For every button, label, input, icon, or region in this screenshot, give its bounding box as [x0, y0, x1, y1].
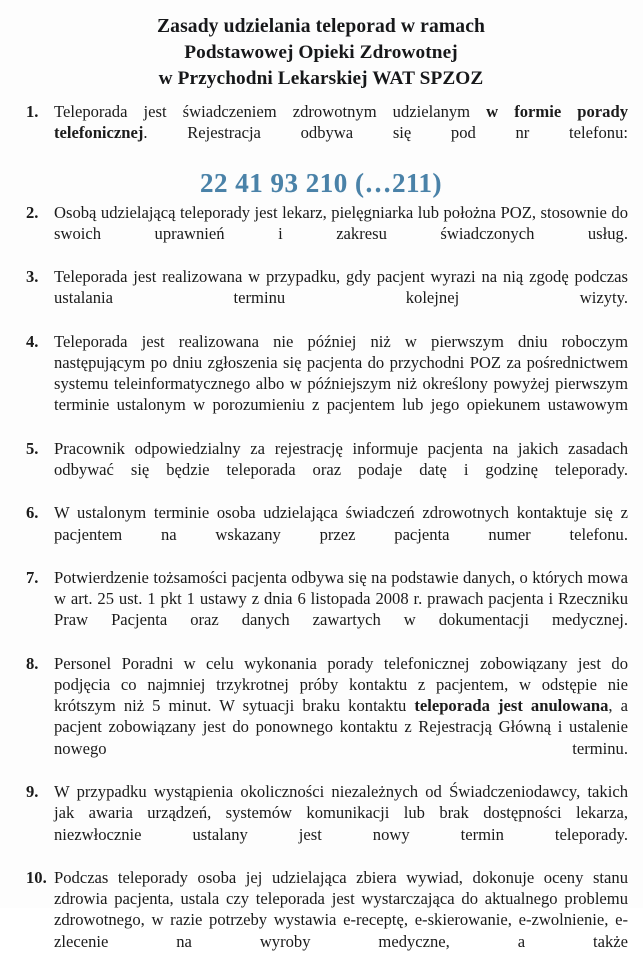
- registration-phone-number: 22 41 93 210 (…211): [200, 167, 442, 198]
- rules-list: [14, 101, 628, 973]
- rule-text-segment: Personel Poradni w celu wykonania porady telefonicznej zobowiązany jest do podjęcia co najmniej trzykrotnej próby kontaktu z pacjentem, w odstępie nie krótszym niż 5 minut. W sytuacji braku kontaktu: [54, 653, 628, 716]
- rule-text-segment: Teleporada jest realizowana nie później niż w pierwszym dniu roboczym następującym po dniu zgłoszenia się pacjenta do przychodni POZ za pośrednictwem systemu teleinformatycznego albo w późniejszym niż określony powyżej pierwszym terminie ustalonym w porozumieniu z pacjentem lub jego opiekunem ustawowym: [54, 331, 628, 415]
- rule-number: 5.: [26, 438, 39, 458]
- rule-text-segment: , a pacjent zobowiązany jest do ponownego kontaktu z Rejestracją Główną i ustalenie nowego terminu.: [54, 696, 628, 758]
- rule-text-segment: Potwierdzenie tożsamości pacjenta odbywa się na podstawie danych, o których mowa w art. 25 ust. 1 pkt 1 ustawy z dnia 6 listopada 2008 r. prawach pacjenta i Rzeczniku Praw Pacjenta oraz danych zawartych w dokumentacji medycznej.: [54, 568, 628, 630]
- rule-text-segment: Teleporada jest świadczeniem zdrowotnym udzielanym: [54, 102, 487, 121]
- rule-number: 4.: [26, 331, 39, 351]
- rule-text-emphasis: teleporada jest anulowana: [414, 696, 609, 716]
- rule-text: [54, 202, 628, 266]
- rule-item: [14, 781, 628, 866]
- rule-text-segment: Pracownik odpowiedzialny za rejestrację informuje pacjenta na jakich zasadach odbywać się będzie teleporada oraz podaje datę i godzinę teleporady.: [54, 438, 628, 480]
- rule-text-segment: W przypadku wystąpienia okoliczności niezależnych od Świadczeniodawcy, takich jak awaria urządzeń, systemów komunikacji lub brak dostępności lekarza, niezwłocznie ustalany jest nowy termin teleporady.: [54, 782, 628, 844]
- rule-text: [54, 653, 628, 780]
- rule-text: [54, 567, 628, 652]
- rule-text: [54, 331, 628, 437]
- rule-item: [14, 266, 628, 330]
- rule-text-segment: W ustalonym terminie osoba udzielająca świadczeń zdrowotnych kontaktuje się z pacjentem na wskazany przez pacjenta numer telefonu.: [54, 503, 628, 544]
- rule-text-segment: . Rejestracja odbywa się pod nr telefonu:: [143, 123, 628, 143]
- rule-item: [14, 438, 628, 502]
- rule-number: 9.: [26, 782, 39, 802]
- page-title-line-2: Podstawowej Opieki Zdrowotnej: [184, 42, 458, 63]
- rule-text: [54, 867, 628, 973]
- rule-text: [54, 502, 628, 566]
- rule-item: [14, 502, 628, 566]
- rule-number: 6.: [26, 503, 39, 523]
- rule-item: [14, 202, 628, 266]
- rule-text: [54, 781, 628, 866]
- rule-text: [54, 266, 628, 330]
- page-title-line-1: Zasady udzielania teleporad w ramach: [157, 16, 485, 37]
- rule-number: 3.: [26, 267, 39, 287]
- rule-text: [54, 101, 628, 165]
- rule-text-segment: Podczas teleporady osoba jej udzielająca zbiera wywiad, dokonuje oceny stanu zdrowia pacjenta, ustala czy teleporada jest wystarczająca do aktualnego problemu zdrowotnego, w razie potrzeby wystawia e-receptę, e-skierowanie, e-zwolnienie, e-zlecenie na wyroby medyczne, a także: [54, 867, 628, 951]
- rule-item: [14, 567, 628, 652]
- rule-number: 2.: [26, 202, 39, 222]
- rule-number: 1.: [26, 102, 39, 121]
- rule-number: 8.: [26, 653, 39, 673]
- rule-item: [14, 653, 628, 780]
- rule-number: 10.: [26, 867, 47, 887]
- rule-number: 7.: [26, 568, 39, 588]
- rule-item: [14, 867, 628, 973]
- rule-text: [54, 438, 628, 502]
- page-title-line-3: w Przychodni Lekarskiej WAT SPZOZ: [158, 68, 484, 89]
- rule-item: [14, 101, 628, 165]
- rule-item: [14, 331, 628, 437]
- rule-text-segment: Teleporada jest realizowana w przypadku, gdy pacjent wyrazi na nią zgodę podczas ustalania terminu kolejnej wizyty.: [54, 267, 628, 308]
- rule-text-segment: Osobą udzielającą teleporady jest lekarz, pielęgniarka lub położna POZ, stosownie do swoich uprawnień i zakresu świadczonych usług.: [54, 202, 628, 243]
- rule-text-emphasis: w formie porady telefonicznej: [54, 102, 628, 143]
- page-title: [14, 14, 628, 92]
